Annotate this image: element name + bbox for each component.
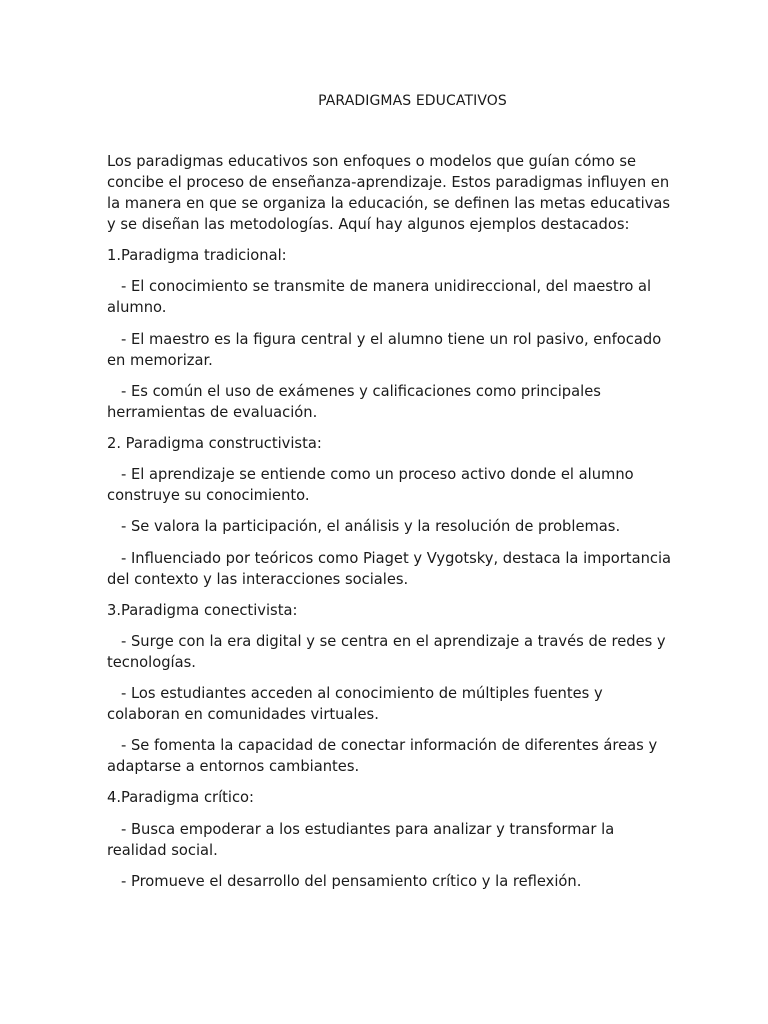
document-body [107,151,672,902]
bullet-item [107,381,672,423]
bullet-item [107,631,672,673]
intro-paragraph: Los paradigmas educativos son enfoques o modelos que guían cómo se concibe el proceso de enseñanza-aprendizaje. Estos paradigmas influyen en la manera en que se organiza la educación, se definen las metas educativas y se diseñan las metodologías. Aquí hay algunos ejemplos destacados: [107,153,671,233]
section-heading-tradicional: 1.Paradigma tradicional: [107,247,287,265]
document-title: PARADIGMAS EDUCATIVOS [318,93,507,109]
bullet-text: - Los estudiantes acceden al conocimiento de múltiples fuentes y colaboran en comunidades virtuales. [107,685,603,724]
bullet-text: - Es común el uso de exámenes y calificaciones como principales herramientas de evaluación. [107,382,601,421]
section-heading-constructivista: 2. Paradigma constructivista: [107,434,322,452]
bullet-text: - Influenciado por teóricos como Piaget y Vygotsky, destaca la importancia del contexto y las interacciones sociales. [107,549,672,588]
bullet-item [107,464,672,506]
bullet-text: - Surge con la era digital y se centra en el aprendizaje a través de redes y tecnologías. [107,632,666,671]
bullet-item [107,819,672,861]
bullet-item [107,871,672,892]
bullet-text: - El aprendizaje se entiende como un proceso activo donde el alumno construye su conocimiento. [107,466,634,505]
section-heading-conectivista: 3.Paradigma conectivista: [107,601,298,619]
section-heading-critico: 4.Paradigma crítico: [107,789,254,807]
bullet-item [107,276,672,318]
bullet-item [107,516,672,537]
bullet-item [107,548,672,590]
bullet-item [107,683,672,725]
bullet-item [107,735,672,777]
bullet-text: - Promueve el desarrollo del pensamiento crítico y la reflexión. [121,872,582,890]
bullet-text: - El conocimiento se transmite de manera unidireccional, del maestro al alumno. [107,278,652,317]
bullet-text: - Busca empoderar a los estudiantes para analizar y transformar la realidad social. [107,820,615,859]
bullet-item [107,329,672,371]
bullet-text: - Se valora la participación, el análisis y la resolución de problemas. [121,518,621,536]
bullet-text: - El maestro es la figura central y el alumno tiene un rol pasivo, enfocado en memorizar. [107,330,662,369]
bullet-text: - Se fomenta la capacidad de conectar información de diferentes áreas y adaptarse a entornos cambiantes. [107,737,658,776]
